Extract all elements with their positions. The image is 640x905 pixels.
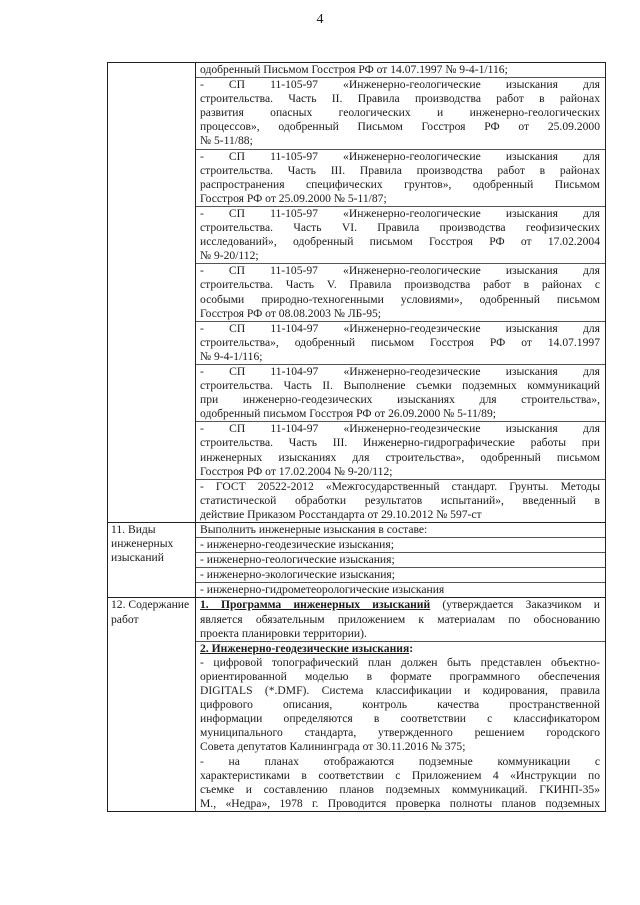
row-label: изысканий — [111, 551, 164, 565]
text-line: информации определяются в соответствии с классификатором — [200, 712, 600, 726]
text-line: Госстроя РФ от 08.08.2003 № ЛБ-95; — [200, 306, 382, 320]
text-line: одобренный Письмом Госстроя РФ от 14.07.1997 № 9-4-1/116; — [200, 63, 508, 76]
section-heading: 2. Инженерно-геодезические изыскания — [200, 641, 410, 655]
text-line: - СП 11-105-97 «Инженерно-геологические изыскания для — [200, 206, 600, 220]
text-line: - инженерно-гидрометеорологические изыскания — [200, 583, 445, 597]
row-content-cell — [196, 523, 606, 598]
text-line: - СП 11-105-97 «Инженерно-геологические изыскания для — [200, 264, 600, 278]
text-line: статистической обработки результатов испытаний», введенный в — [200, 493, 600, 507]
text-line: - СП 11-104-97 «Инженерно-геодезические изыскания для — [200, 364, 600, 378]
row-content-cell — [196, 598, 606, 811]
page-number: 4 — [316, 12, 324, 27]
list-item — [196, 552, 605, 567]
text-line: ориентированной моделью в формате программного обеспечения — [200, 669, 600, 683]
text-line: процессов», одобренный Письмом Госстроя РФ от 25.09.2000 — [200, 120, 600, 134]
row-label-cell — [108, 598, 196, 811]
text-line: муниципального стандарта, утвержденного решением городского — [200, 726, 600, 740]
row-label-cell — [108, 63, 196, 523]
list-item — [196, 479, 605, 522]
text-line: - инженерно-геологические изыскания; — [200, 553, 395, 567]
text-line: - СП 11-104-97 «Инженерно-геодезические изыскания для — [200, 422, 600, 436]
text-line: № 5-11/88; — [200, 134, 253, 148]
text-line: - СП 11-104-97 «Инженерно-геодезические изыскания для — [200, 321, 600, 335]
text-line: - инженерно-геодезические изыскания; — [200, 538, 394, 552]
text-line: съемке и составлению планов подземных коммуникаций. ГКИНП-35» — [200, 782, 600, 796]
text-line: строительства. Часть II. Выполнение съемки подземных коммуникаций — [200, 379, 600, 393]
text-line: - СП 11-105-97 «Инженерно-геологические изыскания для — [200, 78, 600, 92]
text-line: характеристиками в соответствии с Приложением 4 «Инструкции по — [200, 768, 600, 782]
text-line: распространения специфических грунтов», одобренный Письмом — [200, 177, 600, 191]
text-line: № 9-4-1/116; — [200, 349, 263, 363]
table-row — [108, 598, 606, 811]
text-line: Совета депутатов Калининграда от 30.11.2016 № 375; — [200, 740, 466, 754]
list-item — [196, 567, 605, 582]
text-line: строительства. Часть III. Правила производства работ в районах — [200, 163, 600, 177]
row-label: 11. Виды — [111, 523, 156, 536]
text-line: является обязательным приложением к материалам по обоснованию — [200, 612, 600, 626]
text-line: Госстроя РФ от 17.02.2004 № 9-20/112; — [200, 464, 393, 478]
text-line: строительства. Часть VI. Правила производства геофизических — [200, 221, 600, 235]
text-line: действие Приказом Росстандарта от 29.10.2012 № 597-ст — [200, 507, 482, 521]
row-label: работ — [111, 612, 139, 626]
text-line: - СП 11-105-97 «Инженерно-геологические изыскания для — [200, 149, 600, 163]
text-line: Госстроя РФ от 25.09.2000 № 5-11/87; — [200, 191, 387, 205]
text-line: строительства. Часть II. Правила производства работ в районах — [200, 92, 600, 106]
requirements-table — [107, 62, 606, 812]
text-line: № 9-20/112; — [200, 249, 259, 263]
list-item — [196, 364, 605, 421]
text-line: одобренный письмом Госстроя РФ от 26.09.2000 № 5-11/89; — [200, 407, 496, 421]
text-line: строительства», одобренный письмом Госстроя РФ от 14.07.1997 — [200, 335, 600, 349]
list-item — [196, 149, 605, 206]
text-line — [200, 642, 600, 656]
list-item — [196, 63, 605, 77]
row-label: инженерных — [111, 537, 174, 551]
list-item — [196, 641, 605, 811]
text-line: строительства. Часть V. Правила производства работ в районах с — [200, 278, 600, 292]
list-item — [196, 598, 605, 640]
text-line: цифрового описания, контроль качества пространственной — [200, 698, 600, 712]
list-item — [196, 582, 605, 597]
table-row — [108, 523, 606, 598]
text-line: М., «Недра», 1978 г. Проводится проверка полноты планов подземных — [200, 796, 600, 810]
table-row — [108, 63, 606, 523]
text-line: - на планах отображаются подземные коммуникации с — [200, 754, 600, 768]
text-line: строительства. Часть III. Инженерно-гидрографические работы при — [200, 436, 600, 450]
row-label: 12. Содержание — [111, 598, 190, 612]
list-item — [196, 263, 605, 320]
text-line: Выполнить инженерные изыскания в составе: — [200, 523, 428, 536]
list-item — [196, 77, 605, 148]
list-item — [196, 421, 605, 478]
list-item — [196, 523, 605, 537]
text-line: при инженерно-геодезических изысканиях для строительства», — [200, 393, 600, 407]
text-line: инженерных изысканиях для строительства», одобренный письмом — [200, 450, 600, 464]
text-line: проекта планировки территории). — [200, 626, 367, 640]
row-label-cell — [108, 523, 196, 598]
text-line: DIGITALS (*.DMF). Система классификации и кодирования, правила — [200, 684, 600, 698]
list-item — [196, 537, 605, 552]
section-heading: 1. Программа инженерных изысканий — [200, 598, 431, 612]
text-line: развития опасных геологических и инженерно-геологических — [200, 106, 600, 120]
row-content-cell — [196, 63, 606, 523]
text-line: - цифровой топографический план должен быть представлен объектно- — [200, 655, 600, 669]
text-line: особыми природно-техногенными условиями», одобренный письмом — [200, 292, 600, 306]
list-item — [196, 321, 605, 364]
text-line — [200, 598, 600, 612]
text-line: исследований», одобренный письмом Госстроя РФ от 17.02.2004 — [200, 235, 600, 249]
heading-continuation: (утверждается Заказчиком и — [430, 598, 600, 612]
list-item — [196, 206, 605, 263]
text-line: - инженерно-экологические изыскания; — [200, 568, 395, 582]
text-line: - ГОСТ 20522-2012 «Межгосударственный стандарт. Грунты. Методы — [200, 479, 600, 493]
heading-continuation: : — [409, 641, 414, 655]
